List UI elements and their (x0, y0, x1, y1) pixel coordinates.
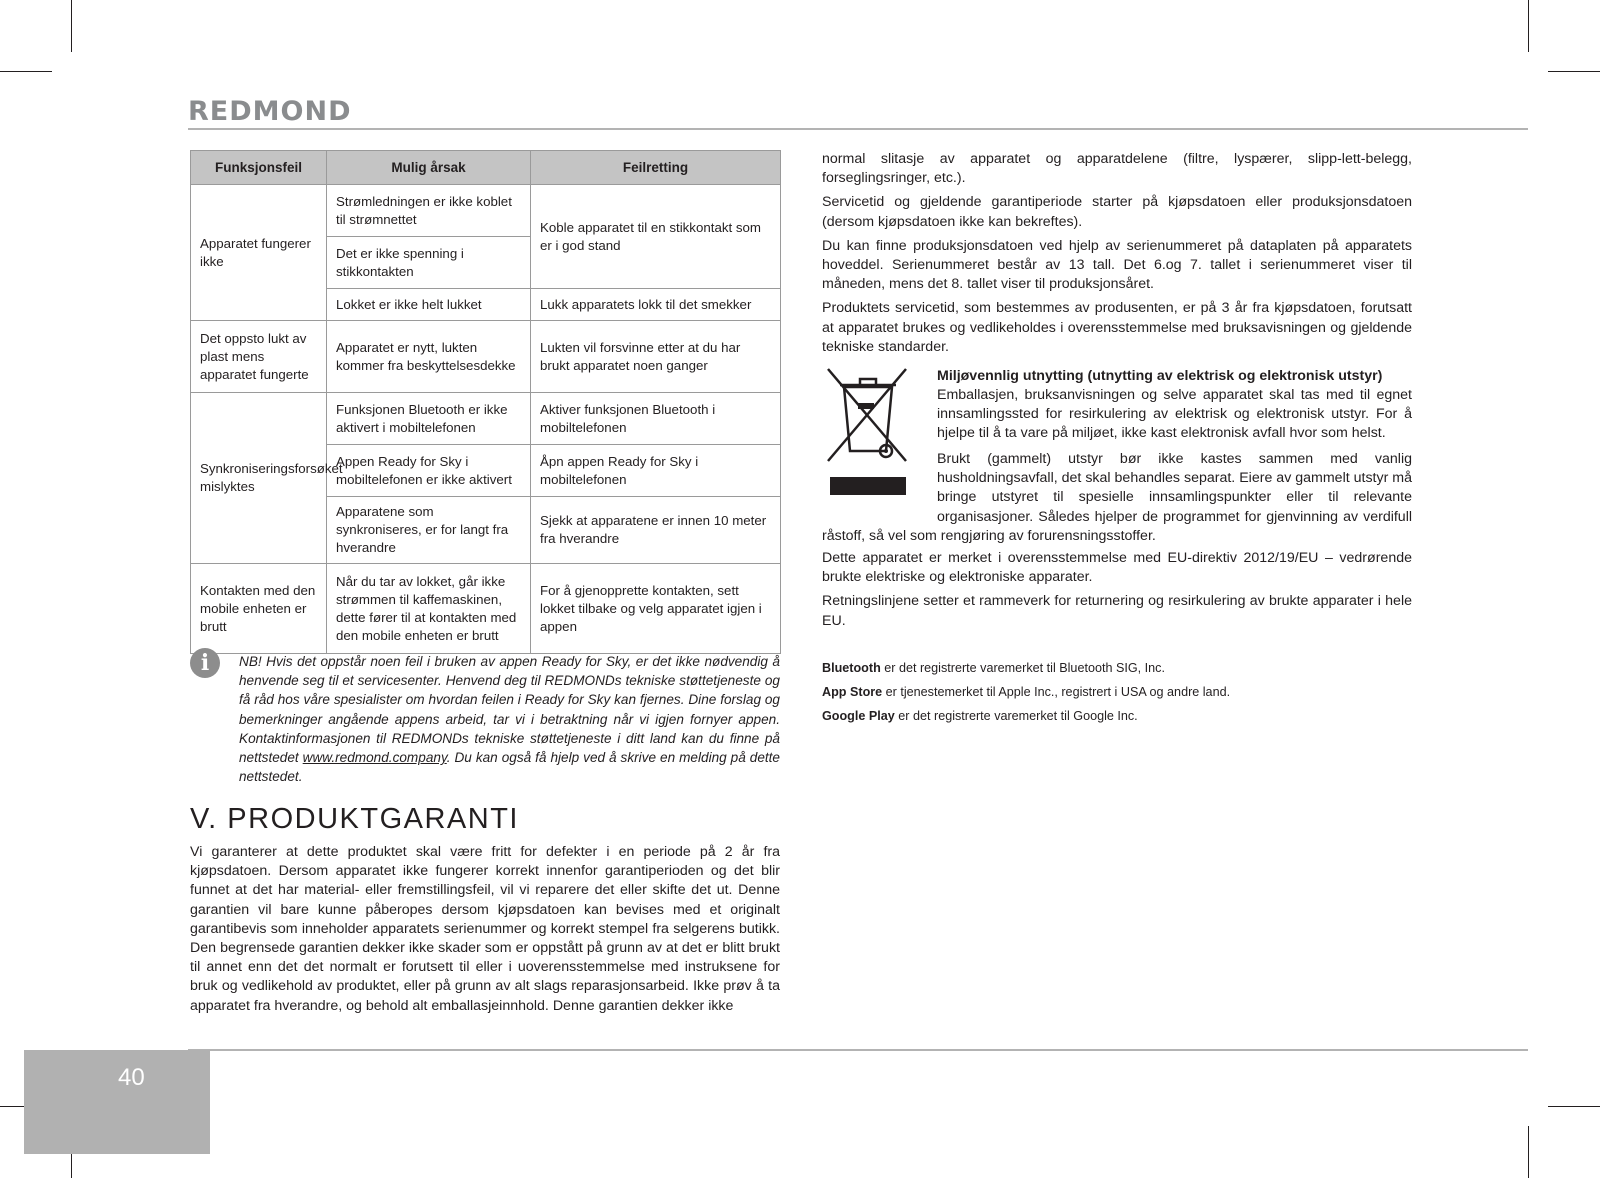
note-text: NB! Hvis det oppstår noen feil i bruken av appen Ready for Sky, er det ikke nødvendig å henvende seg til et servicesenter. Henvend deg til REDMONDs tekniske støttetjeneste og få råd hos våre spesialister om hvordan feilen i Ready for Sky kan fjernes. Dine forslag og bemerkninger angående appens arbeid, tar vi i betraktning når vi igjen fornyer appen. Kontaktinformasjonen til REDMONDs tekniske støttetjeneste i ditt land kan du finne på nettstedet (239, 654, 780, 766)
fault-cell: Apparatet fungerer ikke (191, 185, 327, 321)
cause-cell: Strømledningen er ikke koblet til strømnettet (327, 185, 531, 237)
trademark-text: er tjenestemerket til Apple Inc., registrert i USA og andre land. (882, 685, 1231, 699)
fault-cell: Kontakten med den mobile enheten er brutt (191, 564, 327, 654)
crop-mark (71, 0, 72, 52)
environment-text: Brukt (gammelt) utstyr bør ikke kastes sammen med vanlig husholdningsavfall, det skal behandles separat. Eiere av gammelt utstyr må bringe utstyret til spesielle innsamlingspunkter eller til relevante organisasjoner. Således hjelper de programmet for gjenvinning av verdifull råstoff, så vel som rengjøring av forurensningsstoffer. (822, 451, 1412, 544)
cause-cell: Det er ikke spenning i stikkontakten (327, 237, 531, 289)
table-header: Funksjonsfeil (191, 151, 327, 185)
cause-cell: Når du tar av lokket, går ikke strømmen til kaffemaskinen, dette fører til at kontakten med den mobile enheten er brutt (327, 564, 531, 654)
fix-cell: Lukten vil forsvinne etter at du har brukt apparatet noen ganger (531, 321, 781, 393)
cause-cell: Appen Ready for Sky i mobiltelefonen er ikke aktivert (327, 445, 531, 497)
paragraph: Retningslinjene setter et rammeverk for returnering og resirkulering av brukte apparater i hele EU. (822, 593, 1412, 629)
fix-cell: Aktiver funksjonen Bluetooth i mobiltelefonen (531, 393, 781, 445)
environment-paragraph: Emballasjen, bruksanvisningen og selve apparatet skal tas med til egnet innsamlingssted for resirkulering av elektrisk og elektronisk utstyr. For å hjelpe til å ta vare på miljøet, ikke kast elektronisk avfall hvor som helst. (937, 387, 1412, 442)
crop-mark (1528, 0, 1529, 52)
crop-mark (1528, 1126, 1529, 1178)
fix-cell: For å gjenopprette kontakten, sett lokket tilbake og velg apparatet igjen i appen (531, 564, 781, 654)
fix-cell: Sjekk at apparatene er innen 10 meter fra hverandre (531, 497, 781, 564)
paragraph: normal slitasje av apparatet og apparatdelene (filtre, lyspærer, slipp-lett-belegg, forseglingsringer, etc.). (822, 151, 1412, 187)
paragraph: Servicetid og gjeldende garantiperiode starter på kjøpsdatoen eller produksjonsdatoen (dersom kjøpsdatoen ikke kan bekreftes). (822, 194, 1412, 230)
fix-cell: Åpn appen Ready for Sky i mobiltelefonen (531, 445, 781, 497)
right-column (822, 150, 1412, 362)
brand-logo: REDMOND (188, 96, 352, 127)
table-row (191, 185, 781, 237)
environment-paragraph (822, 450, 1412, 546)
page-number-box (24, 1050, 210, 1154)
environment-heading: Miljøvennlig utnytting (utnytting av elektrisk og elektronisk utstyr) (937, 368, 1383, 384)
fix-cell: Lukk apparatets lokk til det smekker (531, 289, 781, 321)
trademark-name: Google Play (822, 709, 895, 723)
info-icon: i (190, 648, 220, 678)
table-row (191, 321, 781, 393)
trademark-text: er det registrerte varemerket til Google Inc. (894, 709, 1138, 723)
text-indent (822, 450, 937, 524)
crop-mark (0, 71, 52, 72)
trademark-line (822, 708, 1422, 725)
table-header-row (191, 151, 781, 185)
table-row (191, 393, 781, 445)
crop-mark (1548, 1106, 1600, 1107)
trademark-name: Bluetooth (822, 661, 881, 675)
footer-rule (188, 1049, 1528, 1051)
trademark-name: App Store (822, 685, 883, 699)
header-rule (188, 128, 1528, 130)
section-title: V. PRODUKTGARANTI (190, 803, 519, 835)
paragraph: Produktets servicetid, som bestemmes av produsenten, er på 3 år fra kjøpsdatoen, forutsatt at apparatet brukes og vedlikeholdes i overensstemmelse med bruksavisningen og gjeldende tekniske standarder. (822, 300, 1412, 355)
trademark-line (822, 684, 1422, 701)
troubleshooting-table (190, 150, 781, 654)
paragraph: Du kan finne produksjonsdatoen ved hjelp av serienummeret på dataplaten på apparatets hoveddel. Serienummeret består av 13 tall. Det 6.og 7. tallet i serienummeret viser til måneden, mens det 8. tallet viser til produksjonsåret. (822, 237, 1412, 293)
table-row (191, 564, 781, 654)
paragraph: Dette apparatet er merket i overensstemmelse med EU-direktiv 2012/19/EU – vedrørende brukte elektriske og elektroniske apparater. (822, 550, 1412, 586)
crop-mark (1548, 71, 1600, 72)
fault-cell: Det oppsto lukt av plast mens apparatet fungerte (191, 321, 327, 393)
table-header: Feilretting (531, 151, 781, 185)
redmond-website-link[interactable]: www.redmond.company (302, 750, 447, 766)
cause-cell: Lokket er ikke helt lukket (327, 289, 531, 321)
trademark-line (822, 660, 1422, 677)
guarantee-paragraph: Vi garanterer at dette produktet skal være fritt for defekter i en periode på 2 år fra kjøpsdatoen. Dersom apparatet ikke fungerer korrekt innenfor garantiperioden og det blir funnet at det har material- eller fremstillingsfeil, vil vi reparere det eller skifte det ut. Denne garantien vil bare kunne påberopes dersom kjøpsdatoen kan bevises med et originalt garantibevis som inneholder apparatets serienummer og korrekt stempel fra selgerens butikk. Den begrensede garantien dekker ikke skader som er oppstått på grunn av at det er blitt brukt til annet enn det det normalt er forutsett til eller i uoverensstemmelse med instruksene for bruk og vedlikehold av produktet, eller på grunn av alt slags reparasjonsarbeid. Ikke prøv å ta apparatet fra hverandre, og behold alt emballasjeinnhold. Denne garantien dekker ikke (190, 844, 780, 1014)
nb-note (239, 652, 780, 786)
trademark-text: er det registrerte varemerket til Bluetooth SIG, Inc. (880, 661, 1165, 675)
cause-cell: Apparatet er nytt, lukten kommer fra beskyttelsesdekke (327, 321, 531, 393)
fix-cell: Koble apparatet til en stikkontakt som er i god stand (531, 185, 781, 289)
right-column-lower (822, 549, 1412, 636)
note-text: . Du kan også få hjelp ved å skrive en melding på dette nettstedet. (239, 750, 780, 785)
cause-cell: Funksjonen Bluetooth er ikke aktivert i mobiltelefonen (327, 393, 531, 445)
page-number: 40 (118, 1064, 145, 1091)
fault-cell: Synkroniseringsforsøket mislyktes (191, 393, 327, 564)
cause-cell: Apparatene som synkroniseres, er for langt fra hverandre (327, 497, 531, 564)
table-header: Mulig årsak (327, 151, 531, 185)
